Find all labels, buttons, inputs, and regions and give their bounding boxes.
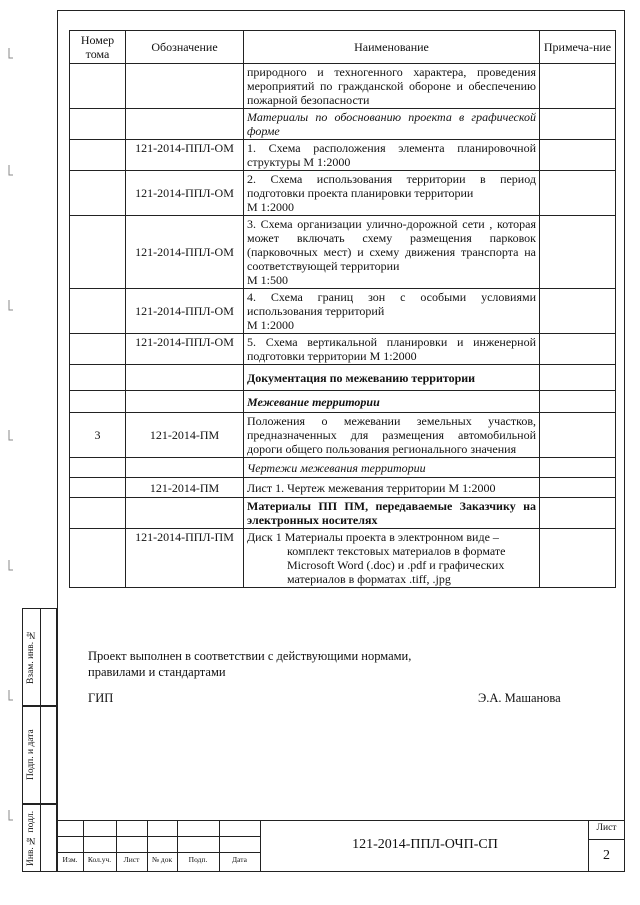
row-name: Диск 1 Материалы проекта в электронном виде –	[247, 530, 499, 544]
row-name: Положения о межевании земельных участков, предназначенных для размещения автомобильной дороги общего пользования регионального значения	[244, 413, 540, 458]
header-designation: Обозначение	[126, 31, 244, 64]
row-name: Лист 1. Чертеж межевания территории М 1:2000	[244, 478, 540, 498]
row-code: 121-2014-ППЛ-ОМ	[126, 171, 244, 216]
table-row	[70, 216, 616, 289]
stamp-podp: Подп.	[188, 855, 208, 864]
table-row	[70, 529, 616, 588]
stamp-data: Дата	[232, 855, 247, 864]
row-name: 5. Схема вертикальной планировки и инженерной подготовки территории М 1:2000	[244, 334, 540, 365]
row-name: Материалы по обоснованию проекта в графической форме	[244, 109, 540, 140]
row-name-cell	[244, 529, 540, 588]
sheet-label: Лист	[596, 823, 617, 833]
row-name: 3. Схема организации улично-дорожной сети , которая может включать схему размещения парковок (парковочных мест) и схему движения транспорта на соответствующей территории	[247, 217, 536, 273]
table-row	[70, 334, 616, 365]
row-code: 121-2014-ПМ	[126, 413, 244, 458]
table-row	[70, 109, 616, 140]
compliance-statement: Проект выполнен в соответствии с действующими нормами, правилами и стандартами	[88, 649, 412, 679]
table-row	[70, 458, 616, 478]
header-note: Примеча-ние	[540, 31, 616, 64]
stamp-kol: Кол.уч.	[87, 855, 112, 864]
gip-name: Э.А. Машанова	[478, 691, 561, 705]
specification-table	[69, 30, 616, 588]
stamp-list: Лист	[123, 855, 140, 864]
row-scale: М 1:2000	[247, 200, 295, 214]
side-label-podp: Подп. и дата	[26, 729, 36, 781]
side-stamp-vzam	[22, 608, 57, 706]
table-row	[70, 478, 616, 498]
stamp-ndok: № док	[151, 855, 173, 864]
side-stamp-inv	[22, 804, 57, 872]
table-row	[70, 391, 616, 413]
side-label-inv: Инв. № подл.	[26, 810, 36, 866]
title-block	[57, 820, 625, 872]
table-row	[70, 140, 616, 171]
row-code: 121-2014-ППЛ-ОМ	[126, 334, 244, 365]
row-name-cell	[244, 171, 540, 216]
row-name: 4. Схема границ зон с особыми условиями использования территорий	[247, 290, 536, 318]
table-row	[70, 413, 616, 458]
table-row	[70, 365, 616, 391]
side-stamp-podp	[22, 706, 57, 804]
table-row	[70, 64, 616, 109]
row-subsection-title: Межевание территории	[244, 391, 540, 413]
row-name-cell	[244, 289, 540, 334]
gip-label: ГИП	[88, 691, 114, 705]
sheet-number: 2	[603, 848, 610, 863]
row-name: 1. Схема расположения элемента планировочной структуры М 1:2000	[244, 140, 540, 171]
row-code: 121-2014-ППЛ-ОМ	[126, 140, 244, 171]
row-scale: М 1:2000	[247, 318, 295, 332]
side-label-vzam: Взам. инв. №	[26, 629, 36, 685]
document-code: 121-2014-ППЛ-ОЧП-СП	[352, 837, 498, 852]
stamp-izm: Изм.	[62, 855, 78, 864]
table-row	[70, 498, 616, 529]
row-code: 121-2014-ППЛ-ОМ	[126, 216, 244, 289]
row-code: 121-2014-ППЛ-ОМ	[126, 289, 244, 334]
header-volume: Номер тома	[70, 31, 126, 64]
row-code: 121-2014-ППЛ-ПМ	[126, 529, 244, 588]
row-scale: М 1:500	[247, 273, 289, 287]
row-name-cell	[244, 216, 540, 289]
header-name: Наименование	[244, 31, 540, 64]
row-name-continued: комплект текстовых материалов в формате Microsoft Word (.doc) и .pdf и графических материалов в форматах .tiff, .jpg	[287, 544, 506, 586]
row-subsection-title: Чертежи межевания территории	[244, 458, 540, 478]
row-name: 2. Схема использования территории в период подготовки проекта планировки территории	[247, 172, 536, 200]
row-code: 121-2014-ПМ	[126, 478, 244, 498]
table-header	[70, 31, 616, 64]
table-row	[70, 171, 616, 216]
row-section-title: Материалы ПП ПМ, передаваемые Заказчику на электронных носителях	[244, 498, 540, 529]
row-section-title: Документация по межеванию территории	[244, 365, 540, 391]
table-row	[70, 289, 616, 334]
row-volume: 3	[70, 413, 126, 458]
row-name: природного и техногенного характера, проведения мероприятий по гражданской обороне и обеспечению пожарной безопасности	[244, 64, 540, 109]
binding-marks	[0, 0, 20, 905]
